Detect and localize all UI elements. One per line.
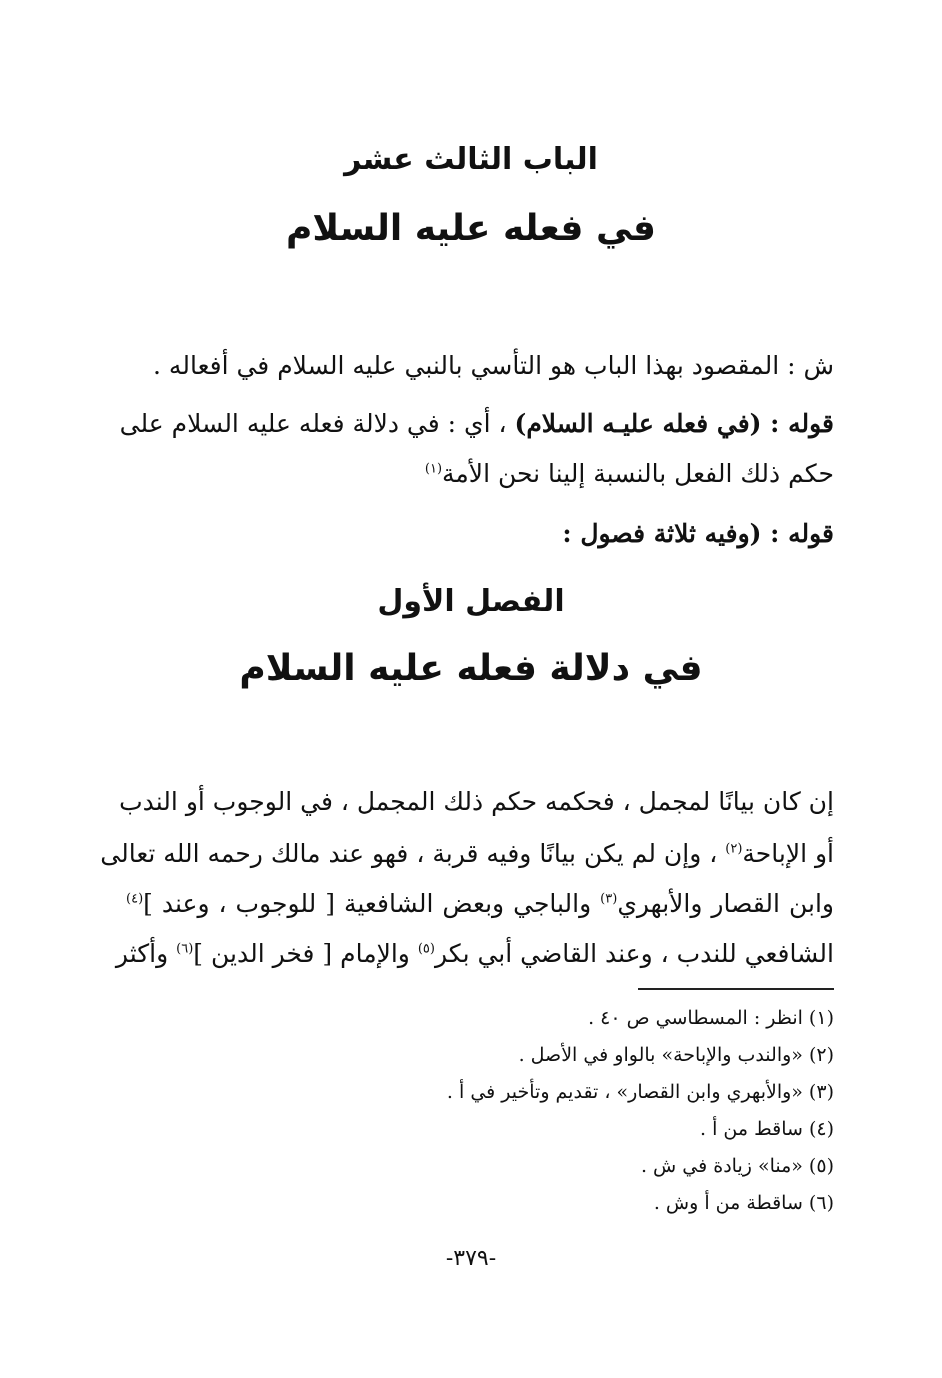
footnote-5: (٥) «منا» زيادة في ش . — [640, 1155, 834, 1177]
body-line-4-b: والإمام [ فخر الدين ] — [193, 939, 418, 968]
body-line-4-c: وأكثر — [115, 939, 177, 968]
intro-line-2 — [119, 404, 834, 444]
footnote-ref-1: (١) — [424, 461, 443, 477]
intro-line-3-text: حكم ذلك الفعل بالنسبة إلينا نحن الأمة — [442, 459, 834, 488]
body-line-2 — [100, 834, 834, 874]
intro-line-1 — [126, 346, 834, 386]
footnote-ref-6: (٦) — [176, 941, 194, 957]
quote-marker: قوله : (في فعله عليـه السلام) — [514, 409, 834, 438]
body-line-4-a: الشافعي للندب ، وعند القاضي أبي بكر — [434, 939, 834, 968]
intro-line-1-text: ش : المقصود بهذا الباب هو التأسي بالنبي عليه السلام في أفعاله . — [153, 351, 834, 380]
intro-line-4-text: قوله : (وفيه ثلاثة فصول : — [562, 519, 834, 548]
body-line-1-text: إن كان بيانًا لمجمل ، فحكمه حكم ذلك المجمل ، في الوجوب أو الندب — [119, 787, 834, 816]
chapter-title: الباب الثالث عشر — [344, 142, 598, 177]
footnote-ref-4: (٤) — [126, 891, 144, 907]
footnote-6: (٦) ساقطة من أ وش . — [653, 1192, 834, 1214]
footnote-ref-2: (٢) — [725, 841, 743, 857]
body-line-2-b: ، وإن لم يكن بيانًا وفيه قربة ، فهو عند مالك رحمه الله تعالى — [100, 839, 726, 868]
intro-line-4 — [126, 514, 834, 554]
footnote-4: (٤) ساقط من أ . — [700, 1118, 834, 1140]
section-title: الفصل الأول — [377, 584, 565, 619]
footnote-separator — [638, 988, 834, 990]
body-line-3-b: والباجي وبعض الشافعية [ للوجوب ، وعند ] — [143, 889, 601, 918]
body-line-4 — [115, 934, 834, 974]
footnote-3: (٣) «والأبهري وابن القصار» ، تقديم وتأخير في أ . — [446, 1081, 834, 1103]
intro-line-2-text: ، أي : في دلالة فعله عليه السلام على — [119, 409, 515, 438]
page-number: -٣٧٩- — [445, 1246, 497, 1271]
intro-line-3 — [126, 454, 834, 494]
body-line-3 — [126, 884, 834, 924]
body-line-2-a: أو الإباحة — [742, 839, 834, 868]
footnote-2: (٢) «والندب والإباحة» بالواو في الأصل . — [518, 1044, 834, 1066]
chapter-subtitle: في فعله عليه السلام — [285, 208, 657, 249]
footnote-ref-3: (٣) — [600, 891, 618, 907]
footnote-ref-5: (٥) — [417, 941, 435, 957]
section-subtitle: في دلالة فعله عليه السلام — [239, 648, 703, 689]
body-line-3-a: وابن القصار والأبهري — [617, 889, 834, 918]
footnote-1: (١) انظر : المسطاسي ص ٤٠ . — [588, 1007, 834, 1029]
body-line-1 — [119, 782, 834, 822]
